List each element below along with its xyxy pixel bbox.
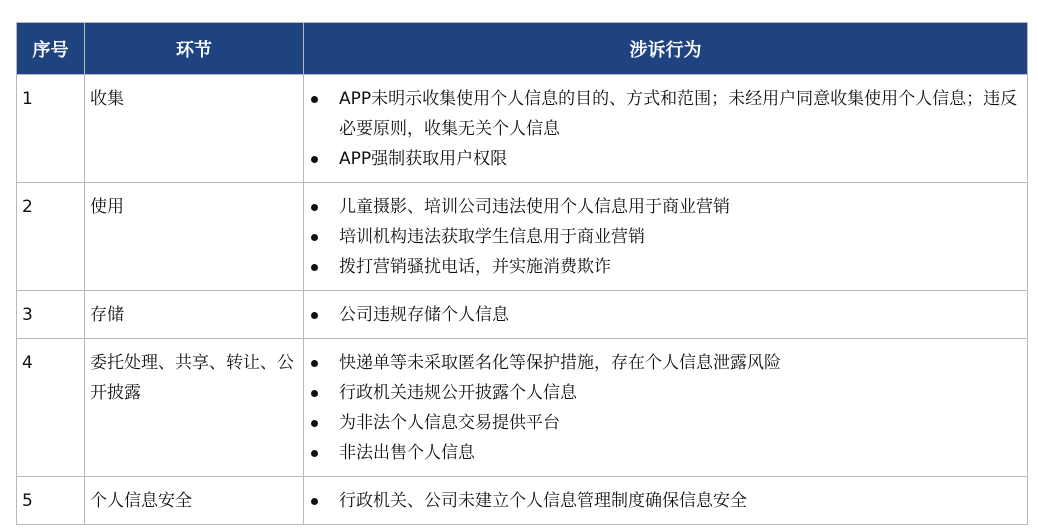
list-item: 儿童摄影、培训公司违法使用个人信息用于商业营销 xyxy=(309,192,1023,222)
table-row xyxy=(17,183,1028,291)
row-no: 4 xyxy=(17,339,85,477)
behavior-list xyxy=(309,300,1023,330)
row-no: 3 xyxy=(17,291,85,339)
row-stage: 使用 xyxy=(85,183,304,291)
table-header-row xyxy=(17,23,1028,75)
list-item: 行政机关、公司未建立个人信息管理制度确保信息安全 xyxy=(309,486,1023,516)
row-stage: 个人信息安全 xyxy=(85,477,304,525)
behavior-list xyxy=(309,84,1023,174)
table-row xyxy=(17,477,1028,525)
row-behavior xyxy=(304,291,1028,339)
table-row xyxy=(17,75,1028,183)
row-stage: 存储 xyxy=(85,291,304,339)
litigation-behavior-table xyxy=(16,22,1028,525)
header-behavior: 涉诉行为 xyxy=(304,23,1028,75)
row-stage: 收集 xyxy=(85,75,304,183)
list-item: APP未明示收集使用个人信息的目的、方式和范围；未经用户同意收集使用个人信息；违反必要原则，收集无关个人信息 xyxy=(309,84,1023,144)
table-row xyxy=(17,339,1028,477)
behavior-list xyxy=(309,348,1023,468)
list-item: 非法出售个人信息 xyxy=(309,438,1023,468)
list-item: 行政机关违规公开披露个人信息 xyxy=(309,378,1023,408)
list-item: 培训机构违法获取学生信息用于商业营销 xyxy=(309,222,1023,252)
behavior-list xyxy=(309,192,1023,282)
row-no: 2 xyxy=(17,183,85,291)
row-no: 1 xyxy=(17,75,85,183)
row-no: 5 xyxy=(17,477,85,525)
row-behavior xyxy=(304,75,1028,183)
row-behavior xyxy=(304,477,1028,525)
list-item: 快递单等未采取匿名化等保护措施，存在个人信息泄露风险 xyxy=(309,348,1023,378)
row-behavior xyxy=(304,183,1028,291)
header-stage: 环节 xyxy=(85,23,304,75)
header-no: 序号 xyxy=(17,23,85,75)
behavior-list xyxy=(309,486,1023,516)
table-row xyxy=(17,291,1028,339)
list-item: APP强制获取用户权限 xyxy=(309,144,1023,174)
row-behavior xyxy=(304,339,1028,477)
row-stage: 委托处理、共享、转让、公开披露 xyxy=(85,339,304,477)
list-item: 拨打营销骚扰电话，并实施消费欺诈 xyxy=(309,252,1023,282)
list-item: 公司违规存储个人信息 xyxy=(309,300,1023,330)
list-item: 为非法个人信息交易提供平台 xyxy=(309,408,1023,438)
